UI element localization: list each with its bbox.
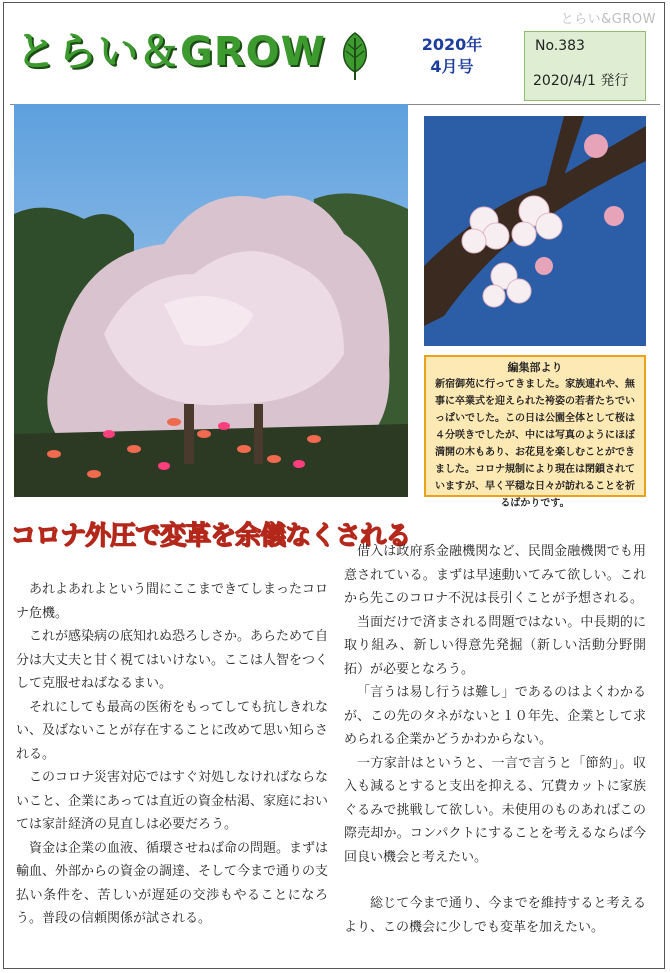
leaf-icon (337, 30, 373, 82)
paragraph-spacer (344, 869, 646, 892)
issue-number: No.383 (535, 38, 585, 54)
article-column-right (344, 540, 646, 939)
paragraph: 「言うは易し行うは難し」であるのはよくわかるが、この先のタネがないと１０年先、企業として求められる企業かどうかわからない。 (344, 685, 646, 747)
issue-number-box (524, 31, 646, 101)
editor-note-heading: 編集部より (507, 361, 563, 374)
editor-note-body: 新宿御苑に行ってきました。家族連れや、無事に卒業式を迎えられた袴姿の若者たちでいっぱいでした。この日は公園全体として桜は４分咲きでしたが、中には写真のようにほぼ満開の木もあり、お花見を楽しむことができました。コロナ規制により現在は閉鎖されていますが、早く平穏な日々が訪れることを祈るばかりです。 (435, 379, 635, 509)
paragraph: 一方家計はというと、一言で言うと「節約」。収入も減るとすると支出を抑える、冗費カットに家族ぐるみで挑戦して欲しい。未使用のものあればこの際売却か。コンパクトにすることを考えるならば今回良い機会と考えたい。 (344, 755, 646, 865)
article-column-left (16, 578, 328, 931)
blossom-closeup-photo (424, 116, 646, 346)
paragraph: 借入は政府系金融機関など、民間金融機関でも用意されている。まずは早速動いてみて欲しい。これから先このコロナ不況は長引くことが予想される。 (344, 544, 646, 606)
paragraph: これが感染病の底知れぬ恐ろしさか。あらためて自分は大丈夫と甘く視てはいけない。ここは人智をつくして克服せねばなるまい。 (16, 629, 329, 691)
paragraph: それにしても最高の医術をもってしても抗しきれない、及ばないことが存在することに改めて思い知らされる。 (16, 699, 329, 762)
issue-month: 4月号 (430, 57, 474, 76)
newsletter-title: とらい＆GROW (16, 29, 326, 75)
paragraph: このコロナ災害対応ではすぐ対処しなければならないこと、企業にあっては直近の資金枯渇、家庭においては家計経済の見直しは必要だろう。 (16, 770, 329, 832)
paragraph: 当面だけで済まされる問題ではない。中長期的に取り組み、新しい得意先発掘（新しい活動分野開拓）が必要となろう。 (344, 614, 646, 677)
watermark: とらい&GROW (560, 12, 656, 27)
cherry-blossom-photo (14, 104, 408, 497)
issue-label (412, 34, 492, 78)
article-headline: コロナ外圧で変革を余儀なくされる (10, 521, 411, 551)
closing-paragraph: 総じて今まで通り、今までを維持すると考えるより、この機会に少しでも変革を加えたい。 (344, 896, 646, 935)
issue-date: 2020/4/1 発行 (533, 73, 629, 89)
paragraph: あれよあれよという間にここまできてしまったコロナ危機。 (16, 582, 329, 621)
issue-year: 2020年 (421, 35, 483, 54)
editor-note (424, 355, 646, 509)
paragraph: 資金は企業の血液、循環させねば命の問題。まずは輸血、外部からの資金の調達、そして今まで通りの支払い条件を、苦しいが遅延の交渉もやることになろう。普段の信頼関係が試される。 (16, 840, 329, 926)
